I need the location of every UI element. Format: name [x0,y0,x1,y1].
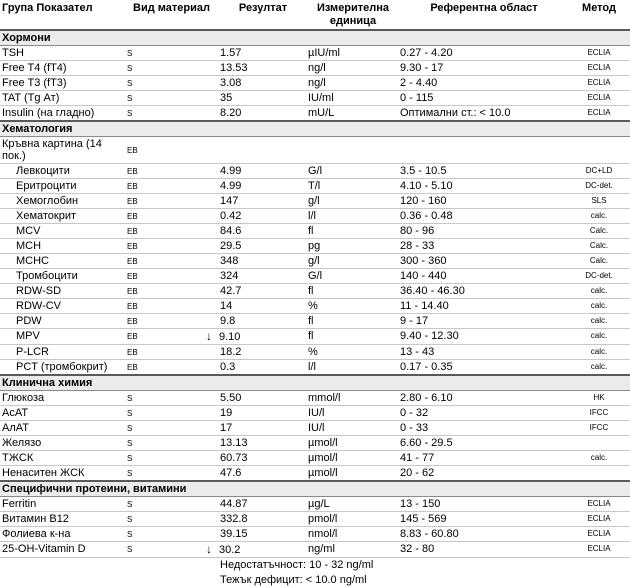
footnote-row [0,558,630,574]
unit-value: µg/L [308,497,400,512]
indicator-name: Тромбоцити [0,269,125,284]
material-type: EB [125,209,220,224]
result-number: 35 [220,92,233,104]
column-header-material: Вид материал [133,2,210,14]
method-value: calc. [570,284,630,299]
result-value [220,466,308,482]
material-type: S [125,421,220,436]
result-number: 19 [220,407,233,419]
indicator-name: АлАТ [0,421,125,436]
result-value [220,269,308,284]
unit-value [308,137,400,164]
table-row [0,164,630,179]
method-value: ECLIA [570,106,630,122]
unit-value: pmol/l [308,512,400,527]
arrow-down-icon: ↓ [206,329,212,343]
arrow-down-icon: ↓ [206,542,212,556]
result-value [220,360,308,376]
unit-value: ng/l [308,76,400,91]
footnote-spacer [0,558,220,574]
result-value [220,284,308,299]
result-value [220,91,308,106]
material-type: EB [125,269,220,284]
column-header-method: Метод [582,2,616,14]
material-type: S [125,91,220,106]
material-type: S [125,61,220,76]
material-type: EB [125,345,220,360]
result-value [220,164,308,179]
reference-range [400,137,570,164]
method-value: calc. [570,451,630,466]
unit-value: µmol/l [308,466,400,482]
table-row [0,194,630,209]
method-value: ECLIA [570,91,630,106]
result-value [220,106,308,122]
method-value: ECLIA [570,61,630,76]
unit-value: pg [308,239,400,254]
result-value [220,76,308,91]
reference-range: 80 - 96 [400,224,570,239]
result-value [220,421,308,436]
material-type: S [125,46,220,61]
result-number: 1.57 [220,47,242,59]
result-value [220,46,308,61]
result-number: 3.08 [220,77,242,89]
reference-range: 140 - 440 [400,269,570,284]
reference-range: 9.30 - 17 [400,61,570,76]
method-value: ECLIA [570,497,630,512]
method-value: Calc. [570,254,630,269]
table-row [0,254,630,269]
result-value [220,254,308,269]
unit-value: g/l [308,194,400,209]
method-value: Calc. [570,224,630,239]
indicator-name: Ferritin [0,497,125,512]
reference-range: 36.40 - 46.30 [400,284,570,299]
indicator-name: TAT (Tg Ат) [0,91,125,106]
result-number: 30.2 [219,544,241,556]
indicator-name: RDW-SD [0,284,125,299]
indicator-name: Еритроцити [0,179,125,194]
unit-value: ng/l [308,61,400,76]
reference-range: 20 - 62 [400,466,570,482]
unit-value: fl [308,284,400,299]
result-value [220,512,308,527]
indicator-name: АсАТ [0,406,125,421]
material-type: S [125,406,220,421]
material-type: EB [125,299,220,314]
result-value [220,209,308,224]
indicator-name: P-LCR [0,345,125,360]
table-row [0,512,630,527]
reference-range: 11 - 14.40 [400,299,570,314]
unit-value: IU/l [308,421,400,436]
method-value [570,137,630,164]
result-value [220,194,308,209]
method-value [570,436,630,451]
material-type: EB [125,284,220,299]
reference-range: 145 - 569 [400,512,570,527]
table-row [0,179,630,194]
result-value [220,406,308,421]
unit-value: IU/ml [308,91,400,106]
result-value [220,391,308,406]
unit-value: fl [308,329,400,345]
unit-value: g/l [308,254,400,269]
table-row [0,527,630,542]
result-value [220,299,308,314]
table-row [0,209,630,224]
reference-range: 8.83 - 60.80 [400,527,570,542]
reference-range: 0 - 33 [400,421,570,436]
reference-range: 120 - 160 [400,194,570,209]
method-value: Calc. [570,239,630,254]
result-number: 39.15 [220,528,248,540]
material-type: EB [125,254,220,269]
table-body [0,30,630,588]
material-type: EB [125,194,220,209]
material-type: S [125,542,220,558]
section-title: Хормони [0,30,630,46]
result-number: 348 [220,255,239,267]
table-row [0,46,630,61]
indicator-name: Левкоцити [0,164,125,179]
table-row [0,284,630,299]
indicator-name: Глюкоза [0,391,125,406]
reference-range: 4.10 - 5.10 [400,179,570,194]
reference-range: 9.40 - 12.30 [400,329,570,345]
indicator-name: Фолиева к-на [0,527,125,542]
material-type: EB [125,314,220,329]
table-row [0,314,630,329]
indicator-name: Хематокрит [0,209,125,224]
indicator-name: Insulin (на гладно) [0,106,125,122]
table-row [0,76,630,91]
material-type: EB [125,239,220,254]
section-row [0,30,630,46]
material-type: EB [125,224,220,239]
result-value [220,224,308,239]
reference-range: 0.36 - 0.48 [400,209,570,224]
result-number: 44.87 [220,498,248,510]
table-row [0,391,630,406]
result-value [206,542,308,558]
result-value [206,329,308,345]
result-value [220,345,308,360]
table-row [0,360,630,376]
material-type: EB [125,137,220,164]
method-value: DC-det. [570,179,630,194]
unit-value: µIU/ml [308,46,400,61]
result-value [220,314,308,329]
table-row [0,421,630,436]
footnote-spacer [0,573,220,588]
result-number: 13.13 [220,437,248,449]
reference-range: Оптимални ст.: < 10.0 [400,106,570,122]
result-number: 8.20 [220,107,242,119]
indicator-name: MCH [0,239,125,254]
reference-range: 13 - 150 [400,497,570,512]
reference-range: 0.27 - 4.20 [400,46,570,61]
result-number: 4.99 [220,180,242,192]
unit-value: l/l [308,360,400,376]
material-type: S [125,512,220,527]
result-number: 60.73 [220,452,248,464]
indicator-name: TSH [0,46,125,61]
result-number: 0.3 [220,361,236,373]
unit-value: T/l [308,179,400,194]
indicator-name: MCHC [0,254,125,269]
material-type: S [125,106,220,122]
indicator-name: ТЖСК [0,451,125,466]
section-row [0,375,630,391]
result-value [220,451,308,466]
column-header-reference: Референтна област [430,2,538,14]
indicator-name: Желязо [0,436,125,451]
unit-value: IU/l [308,406,400,421]
result-number: 18.2 [220,346,242,358]
material-type: S [125,76,220,91]
indicator-name: Кръвна картина (14 пок.) [0,137,125,164]
method-value: IFCC [570,406,630,421]
result-value [220,527,308,542]
material-type: S [125,466,220,482]
table-row [0,61,630,76]
table-row [0,329,630,345]
result-number: 9.10 [219,331,241,343]
reference-range: 2.80 - 6.10 [400,391,570,406]
result-number: 42.7 [220,285,242,297]
indicator-name: MPV [0,329,125,345]
reference-range: 0.17 - 0.35 [400,360,570,376]
result-number: 84.6 [220,225,242,237]
result-value [220,497,308,512]
result-value [220,239,308,254]
indicator-name: PCT (тромбокрит) [0,360,125,376]
material-type: EB [125,179,220,194]
unit-value: ng/ml [308,542,400,558]
material-type: EB [125,329,220,345]
method-value: SLS [570,194,630,209]
indicator-name: PDW [0,314,125,329]
method-value: calc. [570,329,630,345]
method-value: calc. [570,299,630,314]
indicator-name: Free T3 (fT3) [0,76,125,91]
unit-value: G/l [308,269,400,284]
section-row [0,481,630,497]
result-value [220,436,308,451]
indicator-name: MCV [0,224,125,239]
table-row [0,451,630,466]
result-number: 13.53 [220,62,248,74]
table-row [0,436,630,451]
table-row [0,224,630,239]
method-value: calc. [570,209,630,224]
indicator-name: Free T4 (fT4) [0,61,125,76]
indicator-name: Ненаситен ЖСК [0,466,125,482]
unit-value: mmol/l [308,391,400,406]
column-header-result: Резултат [238,2,288,14]
method-value: ECLIA [570,542,630,558]
table-row [0,345,630,360]
section-row [0,121,630,137]
reference-range: 2 - 4.40 [400,76,570,91]
table-row [0,406,630,421]
table-row [0,542,630,558]
method-value: calc. [570,314,630,329]
method-value: IFCC [570,421,630,436]
result-number: 332.8 [220,513,248,525]
footnote-row [0,573,630,588]
result-number: 14 [220,300,233,312]
method-value: ECLIA [570,46,630,61]
table-row [0,269,630,284]
method-value: ECLIA [570,76,630,91]
unit-value: mU/L [308,106,400,122]
unit-value: µmol/l [308,451,400,466]
section-title: Специфични протеини, витамини [0,481,630,497]
reference-range: 3.5 - 10.5 [400,164,570,179]
reference-range: 0 - 115 [400,91,570,106]
reference-range: 0 - 32 [400,406,570,421]
table-row [0,466,630,482]
section-title: Клинична химия [0,375,630,391]
indicator-name: 25-OH-Vitamin D [0,542,125,558]
table-row [0,239,630,254]
reference-range: 32 - 80 [400,542,570,558]
result-value [220,179,308,194]
result-number: 29.5 [220,240,242,252]
table-row [0,497,630,512]
reference-range: 28 - 33 [400,239,570,254]
material-type: S [125,527,220,542]
table-row [0,106,630,122]
method-value [570,466,630,482]
reference-range: 6.60 - 29.5 [400,436,570,451]
table-row [0,137,630,164]
table-row [0,91,630,106]
material-type: EB [125,164,220,179]
material-type: S [125,451,220,466]
unit-value: µmol/l [308,436,400,451]
material-type: S [125,436,220,451]
method-value: ECLIA [570,527,630,542]
result-number: 324 [220,270,239,282]
indicator-name: Витамин B12 [0,512,125,527]
table-row [0,299,630,314]
reference-range: 300 - 360 [400,254,570,269]
indicator-name: RDW-CV [0,299,125,314]
reference-range: 13 - 43 [400,345,570,360]
section-title: Хематология [0,121,630,137]
indicator-name: Хемоглобин [0,194,125,209]
reference-range: 9 - 17 [400,314,570,329]
method-value: calc. [570,360,630,376]
method-value: DC+LD [570,164,630,179]
column-header-unit: Измерителна единица [316,2,390,27]
unit-value: G/l [308,164,400,179]
footnote-text: Тежък дефицит: < 10.0 ng/ml [220,574,367,586]
unit-value: % [308,345,400,360]
unit-value: fl [308,314,400,329]
footnote-text: Недостатъчност: 10 - 32 ng/ml [220,559,374,571]
unit-value: nmol/l [308,527,400,542]
unit-value: % [308,299,400,314]
result-number: 4.99 [220,165,242,177]
unit-value: l/l [308,209,400,224]
material-type: S [125,497,220,512]
method-value: calc. [570,345,630,360]
result-number: 9.8 [220,315,236,327]
result-number: 17 [220,422,233,434]
result-number: 47.6 [220,467,242,479]
material-type: S [125,391,220,406]
result-value [220,137,308,164]
method-value: ECLIA [570,512,630,527]
reference-range: 41 - 77 [400,451,570,466]
unit-value: fl [308,224,400,239]
result-value [220,61,308,76]
method-value: DC-det. [570,269,630,284]
method-value: HK [570,391,630,406]
result-number: 0.42 [220,210,242,222]
material-type: EB [125,360,220,376]
result-number: 147 [220,195,239,207]
column-header-group: Група Показател [2,2,93,14]
result-number: 5.50 [220,392,242,404]
table-header [0,0,630,30]
